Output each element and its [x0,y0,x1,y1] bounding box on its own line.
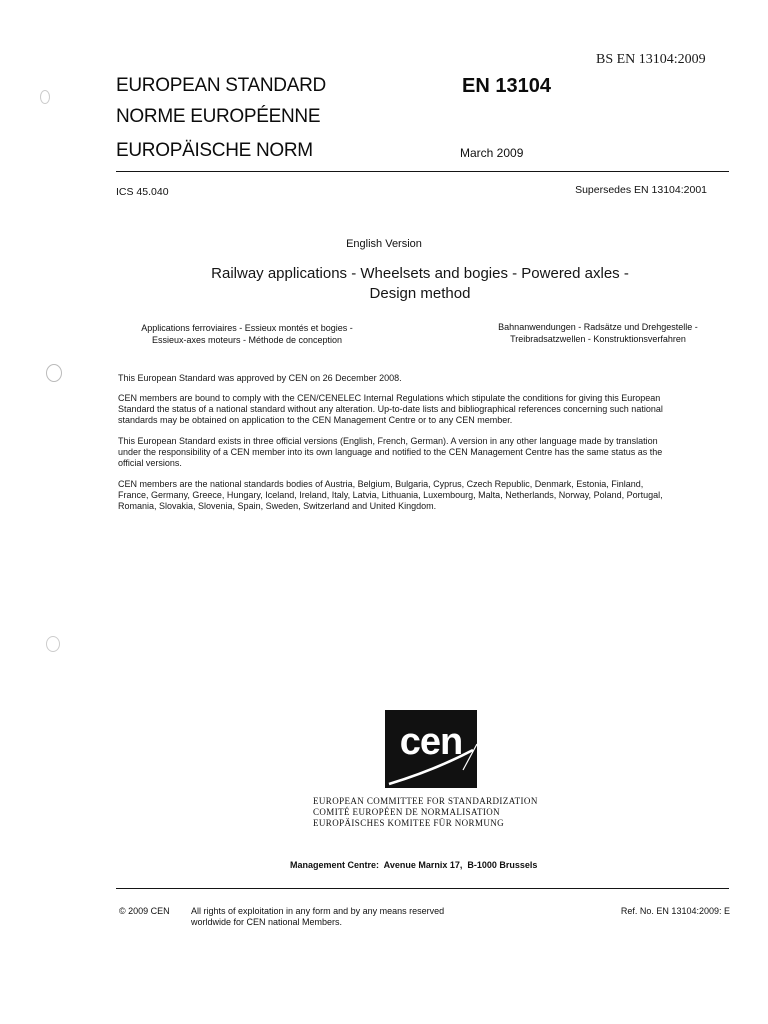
binder-hole-mark [46,636,60,652]
reference-number: Ref. No. EN 13104:2009: E [620,906,730,916]
paragraph-line: This European Standard exists in three official versions (English, French, German). A version in any other language made by translation [118,436,658,446]
ics-code: ICS 45.040 [116,186,169,198]
french-title [112,323,382,346]
supersedes-note: Supersedes EN 13104:2001 [575,184,707,196]
approval-paragraph: This European Standard was approved by CEN on 26 December 2008. [118,373,402,383]
footer-divider [116,888,729,889]
paragraph-line: Standard the status of a national standard without any alteration. Up-to-date lists and bibliographical references concerning such national [118,404,663,414]
members-paragraph [118,479,728,512]
german-title [468,322,728,345]
standard-number: EN 13104 [462,75,551,97]
french-title-line2: Essieux-axes moteurs - Méthode de conception [151,334,343,345]
document-title [0,264,768,304]
rights-notice [191,906,491,928]
bs-code: BS EN 13104:2009 [596,52,706,67]
german-title-line2: Treibradsatzwellen - Konstruktionsverfahren [510,333,686,344]
cen-logo [385,710,477,788]
paragraph-line: standards may be obtained on application to the CEN Management Centre or to any CEN member. [118,415,513,425]
title-french: NORME EUROPÉENNE [116,106,321,127]
title-english: EUROPEAN STANDARD [116,75,326,96]
title-german: EUROPÄISCHE NORM [116,140,313,161]
rights-line: worldwide for CEN national Members. [191,917,343,927]
document-title-line1: Railway applications - Wheelsets and bogies - Powered axles - [211,265,629,282]
german-title-line1: Bahnanwendungen - Radsätze und Drehgestelle - [498,322,698,332]
header-divider [116,171,729,172]
rights-line: All rights of exploitation in any form and by any means reserved [191,906,445,916]
publication-date: March 2009 [460,146,524,160]
french-title-line1: Applications ferroviaires - Essieux montés et bogies - [141,323,353,333]
committee-name-fr: COMITÉ EUROPÉEN DE NORMALISATION [313,807,501,817]
copyright-notice: © 2009 CEN [119,906,170,916]
binder-hole-mark [40,90,50,104]
committee-name-de: EUROPÄISCHES KOMITEE FÜR NORMUNG [313,818,505,828]
paragraph-line: official versions. [118,458,182,468]
committee-names [313,796,538,829]
language-version: English Version [346,238,422,250]
cen-logo-text: cen [399,721,463,763]
paragraph-line: CEN members are the national standards bodies of Austria, Belgium, Bulgaria, Cyprus, Czech Republic, Denmark, Estonia, Finland, [118,479,644,489]
committee-name-en: EUROPEAN COMMITTEE FOR STANDARDIZATION [313,796,538,806]
paragraph-line: under the responsibility of a CEN member into its own language and notified to the CEN Management Centre has the same status as the [118,447,663,457]
paragraph-line: Romania, Slovakia, Slovenia, Spain, Sweden, Switzerland and United Kingdom. [118,501,437,511]
versions-paragraph [118,436,728,469]
paragraph-line: France, Germany, Greece, Hungary, Iceland, Ireland, Italy, Latvia, Lithuania, Luxembourg, Malta, Netherlands, Norway, Poland, Portugal, [118,490,663,500]
management-centre: Management Centre: Avenue Marnix 17, B-1000 Brussels [290,860,538,870]
document-title-line2: Design method [369,285,471,302]
compliance-paragraph [118,393,728,426]
paragraph-line: CEN members are bound to comply with the CEN/CENELEC Internal Regulations which stipulate the conditions for giving this European [118,393,661,403]
binder-hole-mark [46,364,62,382]
